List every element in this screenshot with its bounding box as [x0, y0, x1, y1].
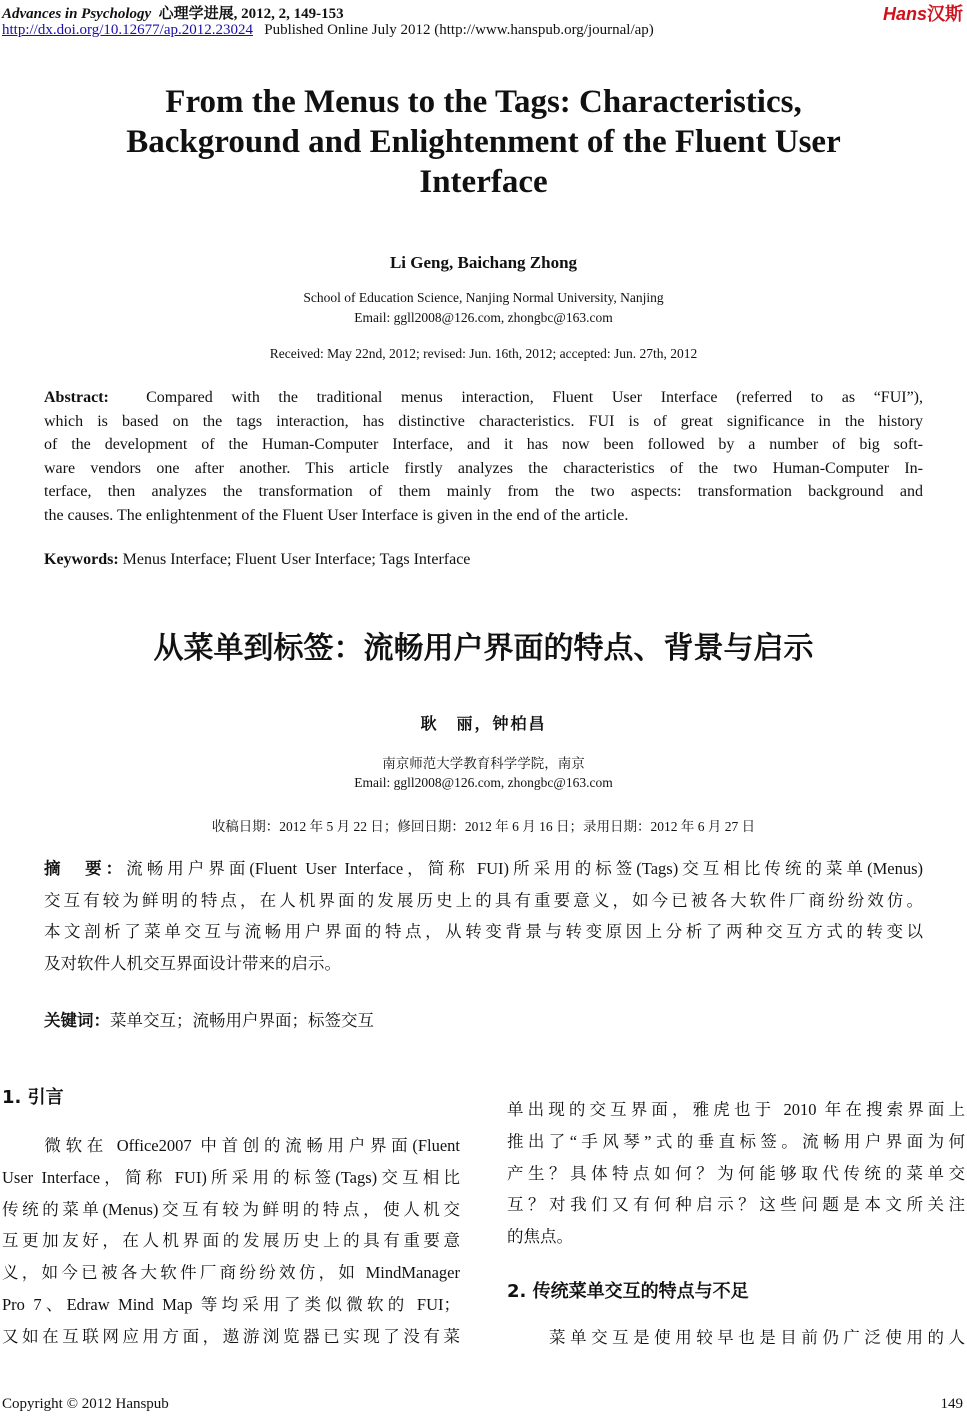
cn-abstract-label: 摘 要： — [44, 859, 127, 878]
authors: Li Geng, Baichang Zhong — [389, 253, 578, 272]
abstract-line: the causes. The enlightenment of the Fluent User Interface is given in the end of the article. — [44, 506, 629, 524]
cn-abstract-line: 流畅用户界面(Fluent User Interface，简称 FUI)所采用的标签(Tags)交互相比传统的菜单(Menus) — [126, 859, 924, 878]
body-line: 义，如今已被各大软件厂商纷纷效仿，如 MindManager — [2, 1263, 460, 1283]
body-line: 又如在互联网应用方面，遨游浏览器已实现了没有菜 — [2, 1326, 460, 1346]
affiliation: School of Education Science, Nanjing Normal University, Nanjing — [303, 290, 664, 305]
cn-abstract-line: 本文剖析了菜单交互与流畅用户界面的特点，从转变背景与转变原因上分析了两种交互方式的转变以 — [44, 922, 923, 941]
body-line: 单出现的交互界面，雅虎也于 2010 年在搜索界面上 — [507, 1100, 965, 1119]
paper-title — [0, 82, 967, 202]
copyright: Copyright © 2012 Hanspub — [2, 1396, 169, 1412]
cn-abstract-line: 及对软件人机交互界面设计带来的启示。 — [44, 953, 341, 973]
body-line: 微软在 Office2007 中首创的流畅用户界面(Fluent — [2, 1136, 460, 1155]
cn-keywords-label: 关键词： — [44, 1011, 110, 1030]
published-info: Published Online July 2012 (http://www.hanspub.org/journal/ap) — [264, 22, 654, 38]
doi-link[interactable]: http://dx.doi.org/10.12677/ap.2012.23024 — [2, 22, 253, 38]
body-line: 菜单交互是使用较早也是目前仍广泛使用的人 — [507, 1328, 965, 1347]
keywords-text: Menus Interface; Fluent User Interface; Tags Interface — [118, 551, 471, 568]
body-line: 的焦点。 — [507, 1227, 573, 1247]
body-line: User Interface，简称 FUI)所采用的标签(Tags)交互相比 — [2, 1167, 460, 1187]
title-line: Interface — [419, 164, 548, 200]
cn-keywords — [44, 1005, 923, 1037]
body-line: Pro 7、Edraw Mind Map 等均采用了类似微软的 FUI； — [2, 1294, 460, 1314]
doi-line — [2, 22, 654, 39]
cn-abstract — [44, 853, 923, 979]
received-dates: Received: May 22nd, 2012; revised: Jun. 16th, 2012; accepted: Jun. 27th, 2012 — [269, 346, 698, 361]
body-line: 推出了“手风琴”式的垂直标签。流畅用户界面为何 — [507, 1131, 965, 1151]
cn-authors: 耿 丽，钟柏昌 — [420, 714, 547, 733]
title-line: Background and Enlightenment of the Fluent User — [126, 124, 841, 160]
left-column — [2, 1130, 460, 1353]
keywords — [44, 548, 923, 572]
title-line: From the Menus to the Tags: Characteristics, — [165, 84, 802, 120]
cn-title: 从菜单到标签：流畅用户界面的特点、背景与启示 — [153, 631, 814, 666]
abstract-line: which is based on the tags interaction, has distinctive characteristics. FUI is of great significance in the history — [44, 412, 923, 430]
abstract-line: terface, then analyzes the transformation of them mainly from the two aspects: transformation background and — [44, 483, 923, 500]
abstract-line: of the development of the Human-Computer Interface, and it has now been followed by a number of big soft- — [44, 436, 923, 453]
keywords-label: Keywords: — [44, 551, 119, 568]
body-line: 互？对我们又有何种启示？这些问题是本文所关注 — [507, 1195, 965, 1215]
cn-email: Email: ggll2008@126.com, zhongbc@163.com — [354, 775, 613, 790]
email: Email: ggll2008@126.com, zhongbc@163.com — [354, 310, 613, 325]
right-column-continued — [507, 1322, 965, 1354]
section-1-heading: 1. 引言 — [2, 1087, 64, 1108]
journal-name: Advances in Psychology — [2, 6, 152, 22]
body-line: 传统的菜单(Menus)交互有较为鲜明的特点，使人机交 — [2, 1199, 460, 1219]
body-line: 互更加友好，在人机界面的发展历史上的具有重要意 — [2, 1231, 460, 1251]
page-number: 149 — [940, 1396, 963, 1412]
cn-keywords-text: 菜单交互；流畅用户界面；标签交互 — [110, 1011, 374, 1030]
hans-logo: Hans汉斯 — [882, 4, 963, 24]
cn-abstract-line: 交互有较为鲜明的特点，在人机界面的发展历史上的具有重要意义，如今已被各大软件厂商纷纷效仿。 — [44, 890, 923, 910]
body-line: 产生？具体特点如何？为何能够取代传统的菜单交 — [507, 1163, 965, 1183]
right-column — [507, 1094, 965, 1253]
abstract-line: ware vendors one after another. This article firstly analyzes the characteristics of the two Human-Computer In- — [44, 459, 923, 477]
abstract — [44, 386, 923, 527]
journal-header — [2, 2, 344, 23]
cn-dates: 收稿日期：2012 年 5 月 22 日；修回日期：2012 年 6 月 16 日；录用日期：2012 年 6 月 27 日 — [211, 819, 756, 834]
abstract-label: Abstract: — [44, 389, 109, 406]
cn-affiliation: 南京师范大学教育科学学院，南京 — [382, 756, 585, 771]
abstract-line: Compared with the traditional menus interaction, Fluent User Interface (referred to as “FUI”), — [146, 389, 924, 406]
section-2-heading: 2. 传统菜单交互的特点与不足 — [507, 1281, 749, 1302]
journal-cn: 心理学进展, 2012, 2, 149-153 — [158, 6, 344, 22]
